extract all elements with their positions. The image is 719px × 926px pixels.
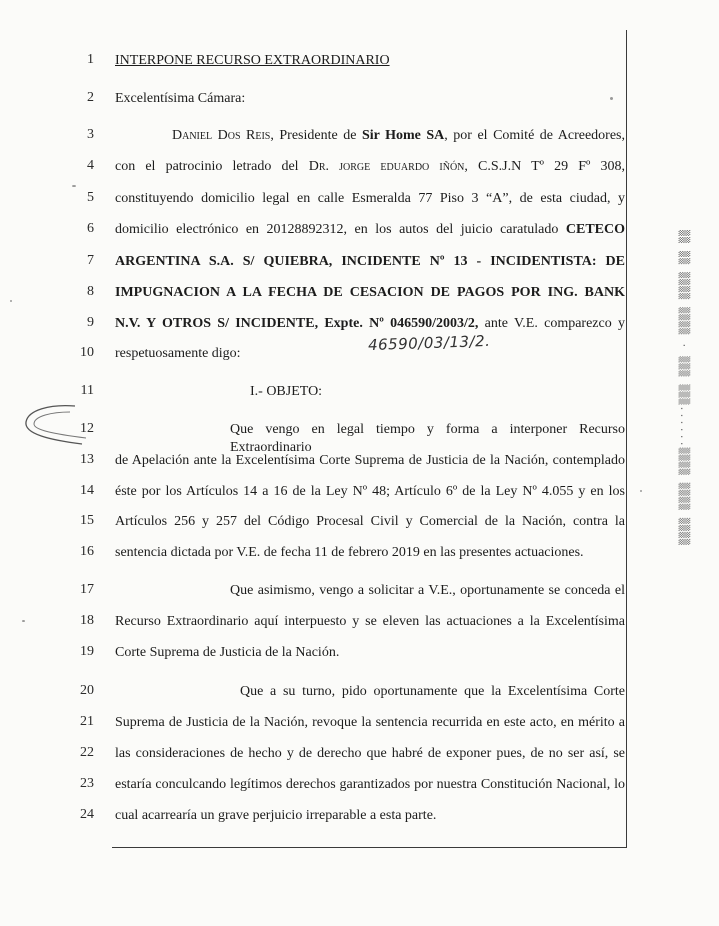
company-name: Sir Home SA	[361, 128, 445, 143]
text-fragment: , Presidente de	[270, 128, 362, 143]
line-number: 15	[80, 513, 94, 528]
handwritten-note: 46590/03/13/2.	[367, 331, 491, 355]
lawyer-name: Dr. jorge eduardo iñón	[308, 159, 465, 174]
line-number: 12	[80, 421, 94, 436]
case-title-start: CETECO	[565, 222, 625, 237]
line-number: 19	[80, 644, 94, 659]
text-line-7: ARGENTINA S.A. S/ QUIEBRA, INCIDENTE Nº 13 - INCIDENTISTA: DE	[115, 254, 625, 269]
text-line-18: Recurso Extraordinario aquí interpuesto y se eleven las actuaciones a la Excelentísima	[115, 614, 625, 629]
line-number: 7	[87, 253, 94, 268]
line-number: 24	[80, 807, 94, 822]
text-line-9	[115, 315, 625, 333]
salutation: Excelentísima Cámara:	[115, 91, 246, 106]
text-line-19: Corte Suprema de Justicia de la Nación.	[115, 645, 340, 660]
text-line-10: respetuosamente digo:	[115, 346, 241, 361]
text-line-4	[115, 158, 625, 176]
case-file-number: N.V. Y OTROS S/ INCIDENTE, Expte. Nº 046590/2003/2,	[115, 316, 479, 331]
text-line-21: Suprema de Justicia de la Nación, revoque la sentencia recurrida en este acto, en mérito a	[115, 715, 625, 730]
text-line-13: de Apelación ante la Excelentísima Corte Suprema de Justicia de la Nación, contemplado	[115, 453, 625, 468]
scan-speck	[10, 300, 12, 302]
right-margin-line	[626, 30, 627, 848]
text-line-23: estaría conculcando legítimos derechos garantizados por nuestra Constitución Nacional, lo	[115, 777, 625, 792]
line-number: 17	[80, 582, 94, 597]
text-line-20: Que a su turno, pido oportunamente que la Excelentísima Corte	[240, 684, 625, 699]
line-number: 10	[80, 345, 94, 360]
scan-speck	[610, 97, 613, 100]
text-line-22: las consideraciones de hecho y de derecho que habré de exponer pues, de no ser así, se	[115, 746, 625, 761]
line-number: 16	[80, 544, 94, 559]
section-heading: I.- OBJETO:	[250, 384, 323, 399]
text-line-5: constituyendo domicilio legal en calle Esmeralda 77 Piso 3 “A”, de esta ciudad, y	[115, 191, 625, 206]
line-number: 6	[87, 221, 94, 236]
line-number: 22	[80, 745, 94, 760]
line-number: 18	[80, 613, 94, 628]
text-line-6	[115, 221, 625, 239]
line-number: 5	[87, 190, 94, 205]
text-line-8: IMPUGNACION A LA FECHA DE CESACION DE PAGOS POR ING. BANK	[115, 285, 625, 300]
bottom-rule	[112, 847, 627, 848]
scan-speck	[72, 185, 76, 187]
margin-pen-mark	[20, 400, 90, 460]
margin-stamp: ▒▒ ▒▒ ▒▒▒▒ ▒▒▒▒ · ▒▒▒ ▒▒▒......▒▒▒▒ ▒▒▒▒ ▒▒▒▒	[678, 230, 689, 546]
line-number: 3	[87, 127, 94, 142]
line-number: 23	[80, 776, 94, 791]
line-number: 11	[80, 383, 94, 398]
text-fragment: domicilio electrónico en 20128892312, en los autos del juicio caratulado	[115, 222, 566, 237]
line-number: 20	[80, 683, 94, 698]
line-number: 13	[80, 452, 94, 467]
text-fragment: con el patrocinio letrado del	[115, 159, 309, 174]
author-name: Daniel Dos Reis	[172, 128, 271, 143]
line-number: 21	[80, 714, 94, 729]
text-line-24: cual acarrearía un grave perjuicio irreparable a esta parte.	[115, 808, 437, 823]
document-title: INTERPONE RECURSO EXTRAORDINARIO	[115, 53, 390, 68]
line-number: 4	[87, 158, 94, 173]
line-number: 1	[87, 52, 94, 67]
line-number: 9	[87, 315, 94, 330]
text-fragment: ante V.E. comparezco y	[478, 316, 625, 331]
line-number: 2	[87, 90, 94, 105]
text-line-16: sentencia dictada por V.E. de fecha 11 de febrero 2019 en las presentes actuaciones.	[115, 545, 584, 560]
text-line-12: Que vengo en legal tiempo y forma a interponer Recurso Extraordinario	[230, 422, 625, 455]
text-fragment: , por el Comité de Acreedores,	[444, 128, 625, 143]
text-line-3	[172, 127, 625, 145]
scan-speck	[640, 490, 642, 492]
text-line-14: éste por los Artículos 14 a 16 de la Ley Nº 48; Artículo 6º de la Ley Nº 4.055 y en los	[115, 484, 625, 499]
text-line-17: Que asimismo, vengo a solicitar a V.E., oportunamente se conceda el	[230, 583, 625, 598]
text-line-15: Artículos 256 y 257 del Código Procesal Civil y Comercial de la Nación, contra la	[115, 514, 625, 529]
text-fragment: , C.S.J.N Tº 29 Fº 308,	[464, 159, 625, 174]
line-number: 8	[87, 284, 94, 299]
scan-speck	[22, 620, 25, 622]
line-number: 14	[80, 483, 94, 498]
